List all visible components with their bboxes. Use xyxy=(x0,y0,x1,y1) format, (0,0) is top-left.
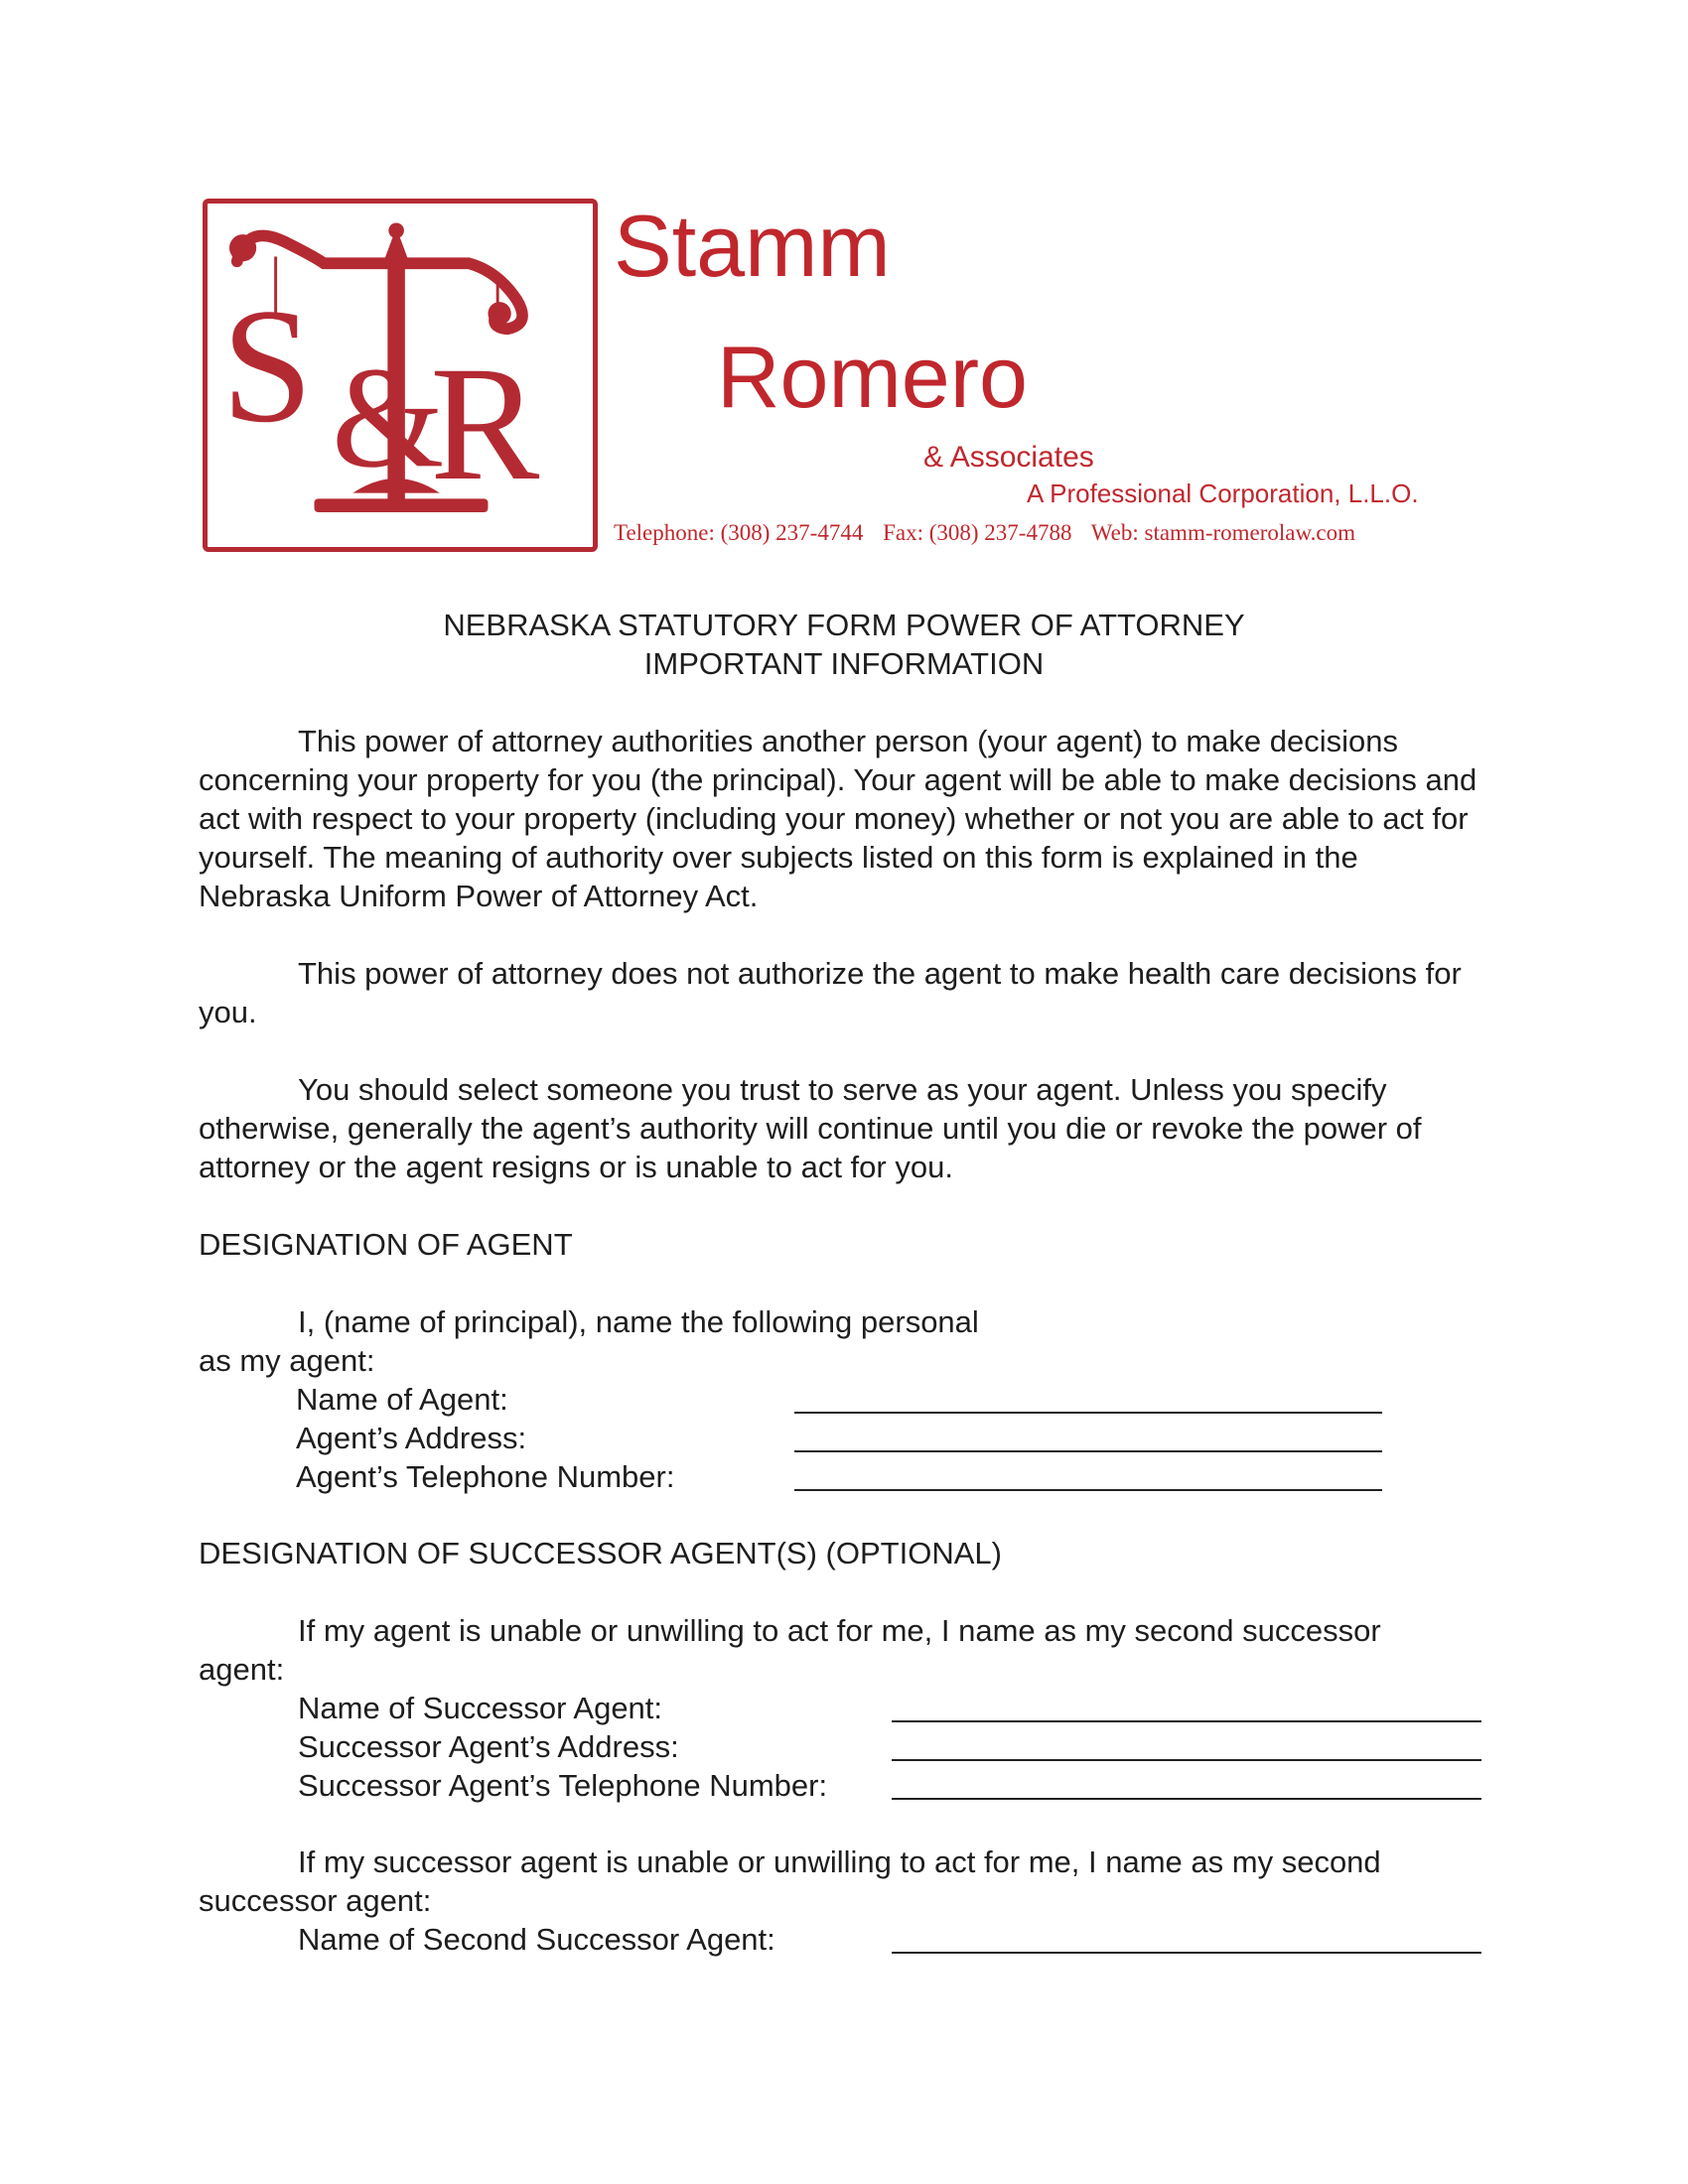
paragraph-authority xyxy=(199,722,1494,915)
agent-phone-label: Agent’s Telephone Number: xyxy=(296,1459,675,1494)
agent-address-label: Agent’s Address: xyxy=(296,1421,527,1455)
agent-address-row xyxy=(296,1419,1388,1457)
agent-name-label: Name of Agent: xyxy=(296,1382,508,1417)
paragraph-select-agent-text: You should select someone you trust to serve as your agent. Unless you specify otherwise, generally the agent’s authority will continue until you die or revoke the power of attorney or the agent resigns or is unable to act for you. xyxy=(199,1072,1422,1184)
successor-name-row xyxy=(298,1689,1489,1727)
successor-address-row xyxy=(298,1727,1489,1766)
firm-name-associates: & Associates xyxy=(923,441,1094,474)
scales-of-justice-icon xyxy=(208,204,593,547)
second-successor-name-row xyxy=(298,1920,1489,1959)
successor-phone-row xyxy=(298,1766,1489,1805)
agent-address-field[interactable] xyxy=(794,1450,1382,1452)
agent-phone-field[interactable] xyxy=(794,1489,1382,1491)
firm-name-romero: Romero xyxy=(717,328,1028,426)
second-successor-intro-line-1: If my successor agent is unable or unwilling to act for me, I name as my second xyxy=(298,1844,1381,1879)
firm-name-stamm: Stamm xyxy=(614,197,891,295)
successor-name-label: Name of Successor Agent: xyxy=(298,1691,663,1725)
svg-text:&: & xyxy=(331,337,445,498)
section-heading-successor: DESIGNATION OF SUCCESSOR AGENT(S) (OPTIONAL) xyxy=(199,1536,1002,1570)
section-heading-agent: DESIGNATION OF AGENT xyxy=(199,1227,573,1262)
document-title xyxy=(199,606,1489,683)
paragraph-select-agent xyxy=(199,1070,1494,1186)
paragraph-health-care-text: This power of attorney does not authorize the agent to make health care decisions for you. xyxy=(199,956,1462,1029)
title-line-2: IMPORTANT INFORMATION xyxy=(643,646,1045,681)
title-line-1: NEBRASKA STATUTORY FORM POWER OF ATTORNEY xyxy=(443,608,1245,642)
firm-logo xyxy=(203,199,598,552)
successor-phone-label: Successor Agent’s Telephone Number: xyxy=(298,1768,828,1803)
agent-name-row xyxy=(296,1380,1388,1419)
firm-telephone: Telephone: (308) 237-4744 xyxy=(614,520,864,545)
logo-letter-s: S xyxy=(221,274,314,457)
firm-website: Web: stamm-romerolaw.com xyxy=(1090,520,1355,545)
agent-intro-line-2: as my agent: xyxy=(199,1343,375,1378)
successor-intro-line-2: agent: xyxy=(199,1652,285,1687)
firm-contact-line xyxy=(614,520,1369,546)
successor-address-field[interactable] xyxy=(892,1759,1481,1761)
second-successor-name-field[interactable] xyxy=(892,1952,1481,1954)
firm-corporation-type: A Professional Corporation, L.L.O. xyxy=(1027,478,1419,508)
agent-intro-line-1: I, (name of principal), name the following personal xyxy=(298,1304,979,1339)
agent-name-field[interactable] xyxy=(794,1412,1382,1414)
second-successor-intro-line-2: successor agent: xyxy=(199,1883,432,1918)
successor-intro-line-1: If my agent is unable or unwilling to act for me, I name as my second successor xyxy=(298,1613,1381,1648)
successor-address-label: Successor Agent’s Address: xyxy=(298,1729,679,1764)
paragraph-health-care xyxy=(199,954,1494,1031)
agent-phone-row xyxy=(296,1457,1388,1496)
successor-name-field[interactable] xyxy=(892,1720,1481,1722)
paragraph-authority-text: This power of attorney authorities another person (your agent) to make decisions concerning your property for you (the principal). Your agent will be able to make decisions and act with respect to your property (including your money) whether or not you are able to act for yourself. The meaning of authority over subjects listed on this form is explained in the Nebraska Uniform Power of Attorney Act. xyxy=(199,724,1477,913)
successor-phone-field[interactable] xyxy=(892,1798,1481,1800)
second-successor-name-label: Name of Second Successor Agent: xyxy=(298,1922,775,1957)
svg-text:R: R xyxy=(430,332,540,514)
firm-fax: Fax: (308) 237-4788 xyxy=(883,520,1072,545)
